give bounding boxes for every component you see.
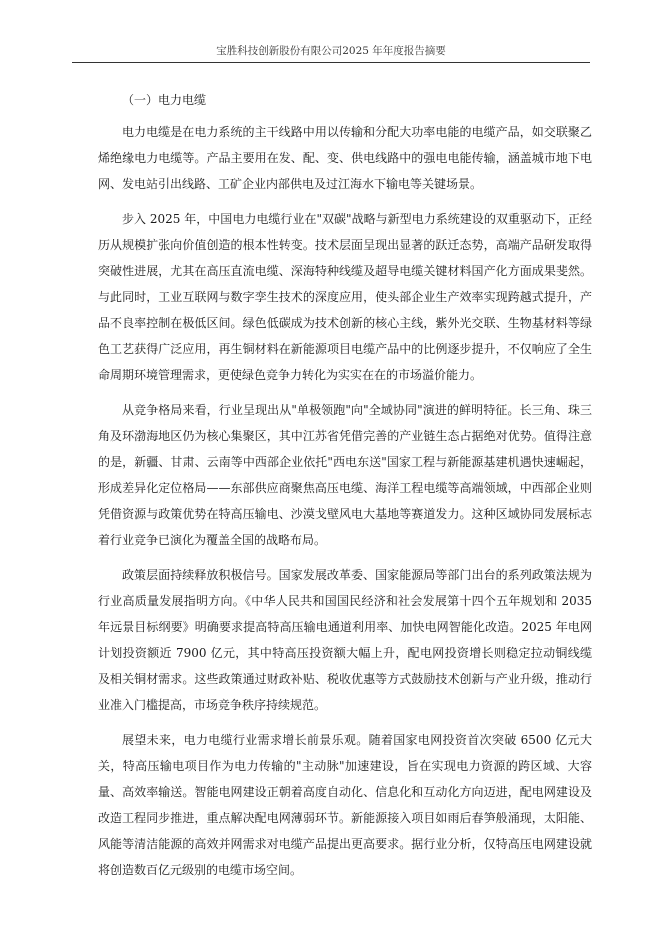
paragraph-policy: 政策层面持续释放积极信号。国家发展改革委、国家能源局等部门出台的系列政策法规为行业高质量发展指明方向。《中华人民共和国国民经济和社会发展第十四个五年规划和 2035 年远景目标纲要》明确要求提高特高压输电通道利用率、加快电网智能化改造。2025 年电网计划投资额近 7900 亿元，其中特高压投资额大幅上升，配电网投资增长则稳定拉动铜线缆及相关铜材需求。这些政策通过财政补贴、税收优惠等方式鼓励技术创新与产业升级，推动行业准入门槛提高，市场竞争秩序持续规范。 xyxy=(98,568,592,712)
paragraph-competition: 从竞争格局来看，行业呈现出从"单极领跑"向"全域协同"演进的鲜明特征。长三角、珠三角及环渤海地区仍为核心集聚区，其中江苏省凭借完善的产业链生态占据绝对优势。值得注意的是，新疆、甘肃、云南等中西部企业依托"西电东送"国家工程与新能源基建机遇快速崛起，形成差异化定位格局——东部供应商聚焦高压电缆、海洋工程电缆等高端领域，中西部企业则凭借资源与政策优势在特高压输电、沙漠戈壁风电大基地等赛道发力。这种区域协同发展标志着行业竞争已演化为覆盖全国的战略布局。 xyxy=(98,403,592,547)
paragraph-outlook: 展望未来，电力电缆行业需求增长前景乐观。随着国家电网投资首次突破 6500 亿元大关，特高压输电项目作为电力传输的"主动脉"加速建设，旨在实现电力资源的跨区域、大容量、高效率输送。智能电网建设正朝着高度自动化、信息化和互动化方向迈进，配电网建设及改造工程同步推进，重点解决配电网薄弱环节。新能源接入项目如雨后春笋般涌现，太阳能、风能等清洁能源的高效并网需求对电缆产品提出更高要求。据行业分析，仅特高压电网建设就将创造数百亿元级别的电缆市场空间。 xyxy=(98,733,592,877)
page-header: 宝胜科技创新股份有限公司2025 年年度报告摘要 xyxy=(72,43,590,63)
document-body xyxy=(98,90,592,892)
paragraph-industry-trend: 步入 2025 年，中国电力电缆行业在"双碳"战略与新型电力系统建设的双重驱动下，正经历从规模扩张向价值创造的根本性转变。技术层面呈现出显著的跃迁态势，高端产品研发取得突破性进展，尤其在高压直流电缆、深海特种线缆及超导电缆关键材料国产化方面成果斐然。与此同时，工业互联网与数字孪生技术的深度应用，使头部企业生产效率实现跨越式提升，产品不良率控制在极低区间。绿色低碳成为技术创新的核心主线，紫外光交联、生物基材料等绿色工艺获得广泛应用，再生铜材料在新能源项目电缆产品中的比例逐步提升，不仅响应了全生命周期环境管理需求，更使绿色竞争力转化为实实在在的市场溢价能力。 xyxy=(98,212,592,382)
paragraph-intro: 电力电缆是在电力系统的主干线路中用以传输和分配大功率电能的电缆产品，如交联聚乙烯绝缘电力电缆等。产品主要用在发、配、变、供电线路中的强电电能传输，涵盖城市地下电网、发电站引出线路、工矿企业内部供电及过江海水下输电等关键场景。 xyxy=(98,125,592,191)
section-title: （一）电力电缆 xyxy=(122,93,207,107)
